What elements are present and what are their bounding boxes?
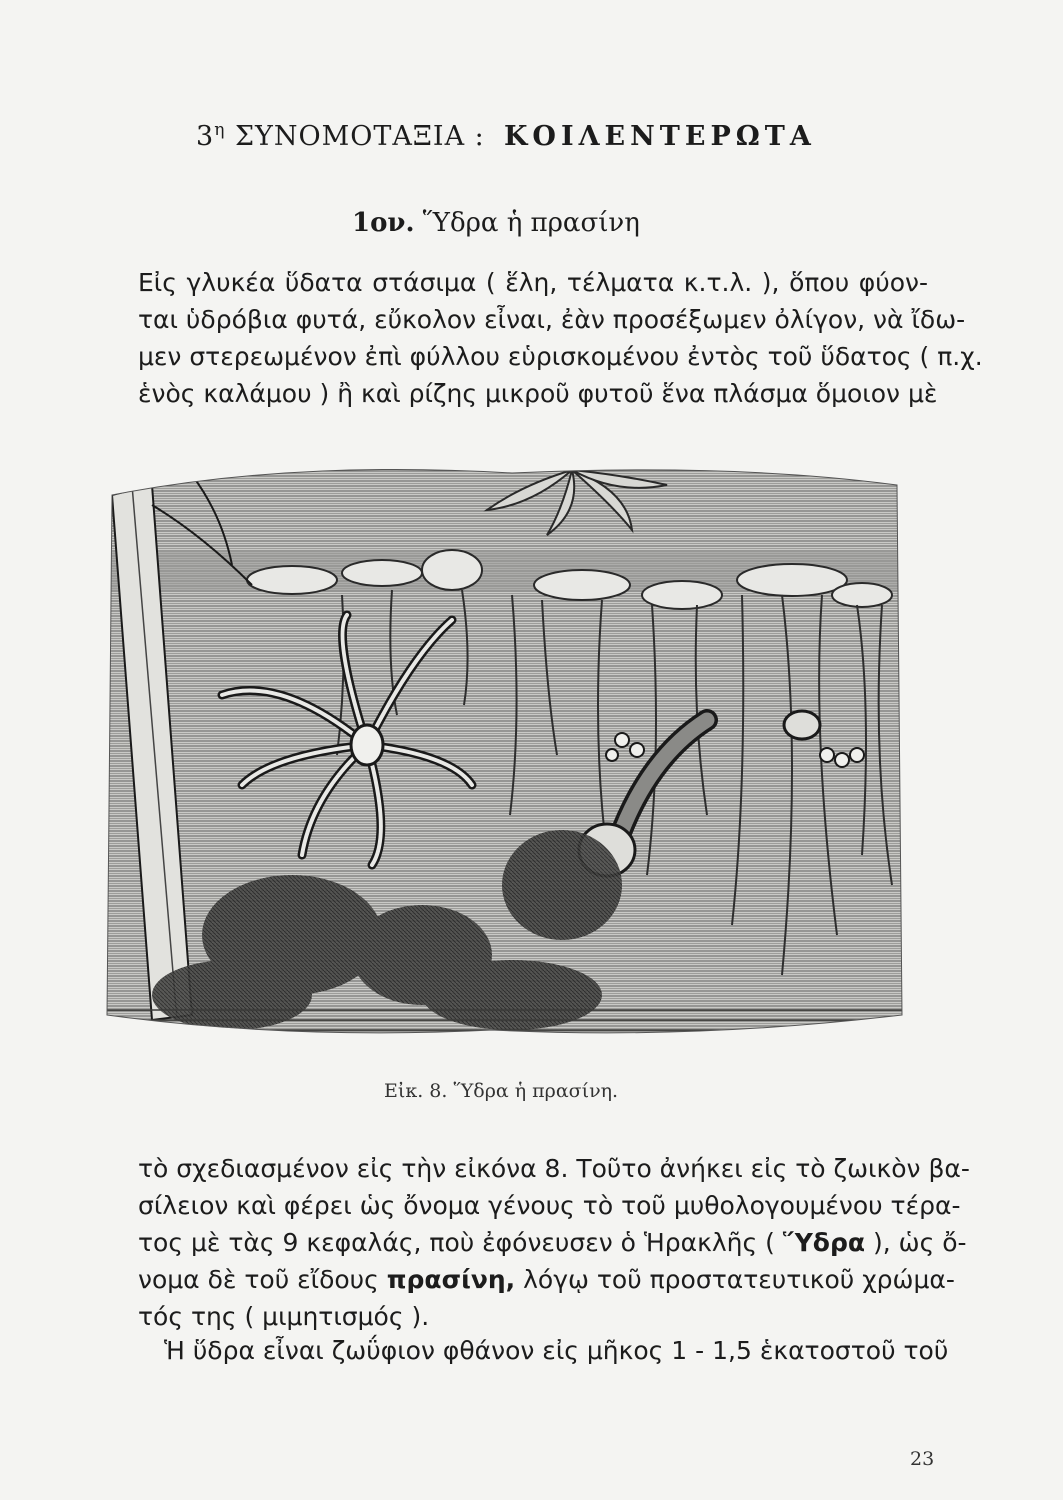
figure-caption: Εἰκ. 8. Ὕδρα ἡ πρασίνη. xyxy=(384,1080,619,1102)
paragraph-intro xyxy=(138,264,983,412)
section-number: 1ον. xyxy=(352,208,415,238)
text-line: ἑνὸς καλάμου ) ἢ καὶ ρίζης μικροῦ φυτοῦ ἕνα πλάσμα ὅμοιον μὲ xyxy=(138,379,938,408)
heading-phylum-label: ΣΥΝΟΜΟΤΑΞΙΑ : xyxy=(234,121,485,152)
heading-phylum-name: ΚΟΙΛΕΝΤΕΡΩΤΑ xyxy=(503,121,816,152)
text-line: μεν στερεωμένον ἐπὶ φύλλου εὑρισκομένου ἐντὸς τοῦ ὕδατος ( π.χ. xyxy=(138,342,983,371)
page-number: 23 xyxy=(910,1448,935,1470)
text-run: νομα δὲ τοῦ εἴδους xyxy=(138,1265,379,1294)
hydra-illustration xyxy=(92,455,910,1048)
text-line: ται ὑδρόβια φυτά, εὔκολον εἶναι, ἐὰν προσέξωμεν ὀλίγον, νὰ ἴδω- xyxy=(138,305,966,334)
bold-term-species: πρασίνη, xyxy=(386,1265,516,1294)
text-run: ), ὡς ὄ- xyxy=(873,1228,967,1257)
text-line: τὸ σχεδιασμένον εἰς τὴν εἰκόνα 8. Τοῦτο ἀνήκει εἰς τὸ ζωικὸν βα- xyxy=(138,1154,970,1183)
paragraph-size xyxy=(138,1332,949,1369)
text-run: λόγῳ τοῦ προστατευτικοῦ χρώμα- xyxy=(523,1265,955,1294)
heading-superscript: η xyxy=(214,120,226,140)
chapter-heading xyxy=(196,120,816,152)
paragraph-description xyxy=(138,1150,970,1335)
text-line xyxy=(138,1224,967,1261)
section-title: Ὕδρα ἡ πρασίνη xyxy=(422,208,640,238)
text-line: Εἰς γλυκέα ὕδατα στάσιμα ( ἕλη, τέλματα κ.τ.λ. ), ὅπου φύον- xyxy=(138,268,928,297)
text-line xyxy=(138,1261,955,1298)
heading-number: 3 xyxy=(196,121,215,152)
text-line: τός της ( μιμητισμός ). xyxy=(138,1302,430,1331)
text-run: τος μὲ τὰς 9 κεφαλάς, ποὺ ἐφόνευσεν ὁ Ἡρακλῆς ( xyxy=(138,1228,775,1257)
bold-term-genus: Ὕδρα xyxy=(782,1228,866,1257)
section-heading xyxy=(352,208,640,238)
text-line: Ἡ ὕδρα εἶναι ζωΰφιον φθάνον εἰς μῆκος 1 - 1,5 ἑκατοστοῦ τοῦ xyxy=(164,1336,949,1365)
text-line: σίλειον καὶ φέρει ὡς ὄνομα γένους τὸ τοῦ μυθολογουμένου τέρα- xyxy=(138,1191,961,1220)
